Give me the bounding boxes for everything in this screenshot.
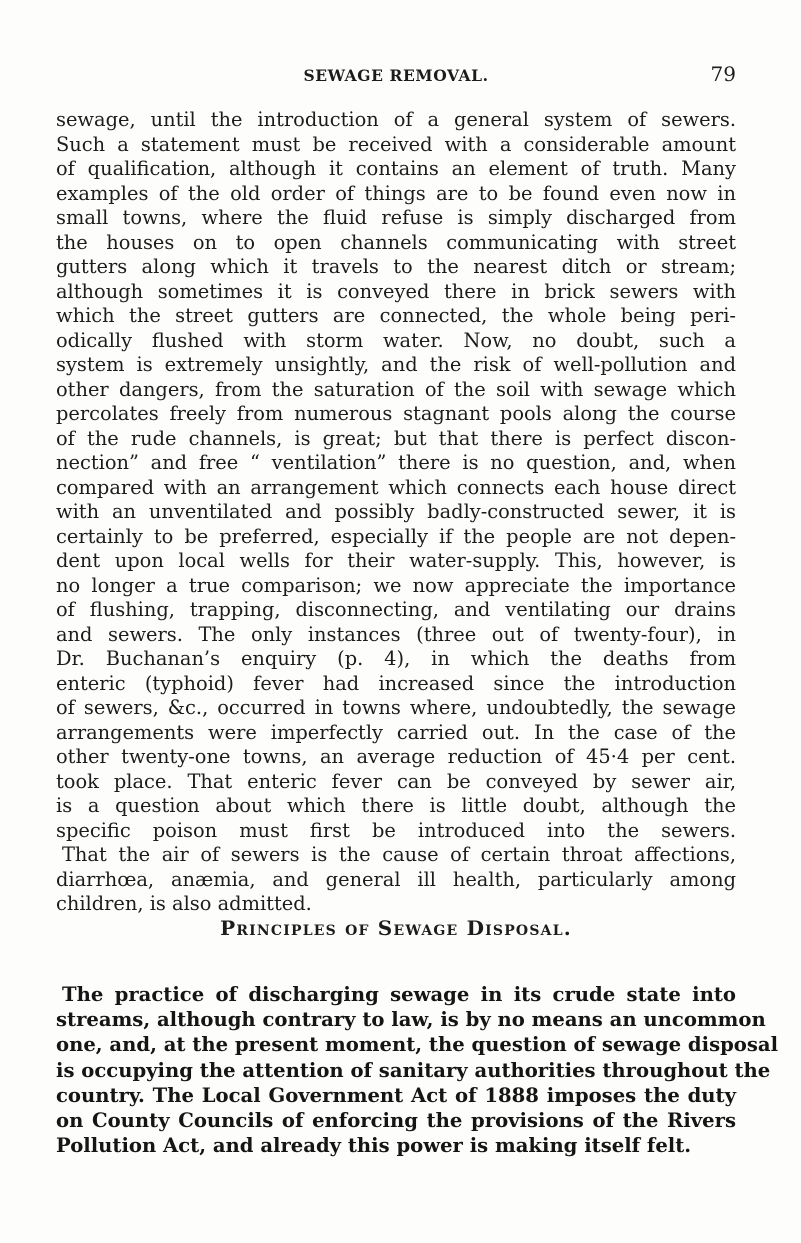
text-line: of the rude channels, is great; but that there is perfect discon- <box>56 426 736 450</box>
text-line: on County Councils of enforcing the provisions of the Rivers <box>56 1108 736 1132</box>
text-line: is a question about which there is little doubt, although the <box>56 794 736 817</box>
text-line: small towns, where the fluid refuse is simply discharged from <box>56 206 736 229</box>
paragraph-sewers <box>56 108 736 917</box>
text-line: no longer a true comparison; we now appreciate the importance <box>56 573 736 597</box>
text-line: one, and, at the present moment, the question of sewage disposal <box>56 1033 779 1057</box>
text-line: which the street gutters are connected, the whole being peri- <box>56 304 736 327</box>
text-line: Dr. Buchanan’s enquiry (p. 4), in which the deaths from <box>56 647 736 670</box>
text-line: arrangements were imperfectly carried out. In the case of the <box>56 720 736 744</box>
text-line: is occupying the attention of sanitary authorities throughout the <box>56 1058 771 1082</box>
text-line: examples of the old order of things are to be found even now in <box>56 181 736 205</box>
text-line: gutters along which it travels to the nearest ditch or stream; <box>56 255 736 278</box>
text-line: diarrhœa, anæmia, and general ill health, particularly among <box>56 867 736 891</box>
text-line: children, is also admitted. <box>56 892 312 915</box>
text-line: other twenty-one towns, an average reduction of 45·4 per cent. <box>56 745 736 768</box>
text-line: odically flushed with storm water. Now, no doubt, such a <box>56 328 736 352</box>
text-line: Such a statement must be received with a considerable amount <box>56 132 736 156</box>
page-number: 79 <box>710 62 736 86</box>
text-line: certainly to be preferred, especially if the people are not depen- <box>56 524 736 548</box>
text-line: sewage, until the introduction of a general system of sewers. <box>56 108 736 131</box>
text-line: and sewers. The only instances (three out of twenty-four), in <box>56 622 736 646</box>
text-line: nection” and free “ ventilation” there is no question, and, when <box>56 451 736 474</box>
text-line: dent upon local wells for their water-supply. This, however, is <box>56 549 736 572</box>
text-line: The practice of discharging sewage in its crude state into <box>62 983 736 1006</box>
text-line: Pollution Act, and already this power is making itself felt. <box>56 1134 692 1158</box>
text-line: took place. That enteric fever can be conveyed by sewer air, <box>56 769 736 793</box>
text-line: compared with an arrangement which connects each house direct <box>56 475 736 499</box>
text-line: enteric (typhoid) fever had increased since the introduction <box>56 671 736 695</box>
text-line: system is extremely unsightly, and the risk of well-pollution and <box>56 353 736 376</box>
running-header <box>56 62 736 90</box>
running-title: SEWAGE REMOVAL. <box>303 66 489 85</box>
text-line: country. The Local Government Act of 1888 imposes the duty <box>56 1083 736 1107</box>
section-heading: Principles of Sewage Disposal. <box>220 916 572 940</box>
text-line: percolates freely from numerous stagnant pools along the course <box>56 402 736 425</box>
text-line: specific poison must first be introduced into the sewers. <box>56 818 736 842</box>
text-line: with an unventilated and possibly badly-constructed sewer, it is <box>56 500 736 523</box>
text-line: of sewers, &c., occurred in towns where, undoubtedly, the sewage <box>56 696 736 719</box>
text-line: streams, although contrary to law, is by no means an uncommon <box>56 1008 766 1032</box>
text-line: other dangers, from the saturation of the soil with sewage which <box>56 377 736 401</box>
text-line: of flushing, trapping, disconnecting, and ventilating our drains <box>56 598 736 621</box>
paragraph-disposal <box>56 982 779 1158</box>
text-line: That the air of sewers is the cause of certain throat affections, <box>62 843 736 866</box>
text-line: of qualification, although it contains an element of truth. Many <box>56 157 736 180</box>
text-line: although sometimes it is conveyed there in brick sewers with <box>56 279 736 303</box>
text-line: the houses on to open channels communicating with street <box>56 230 736 254</box>
